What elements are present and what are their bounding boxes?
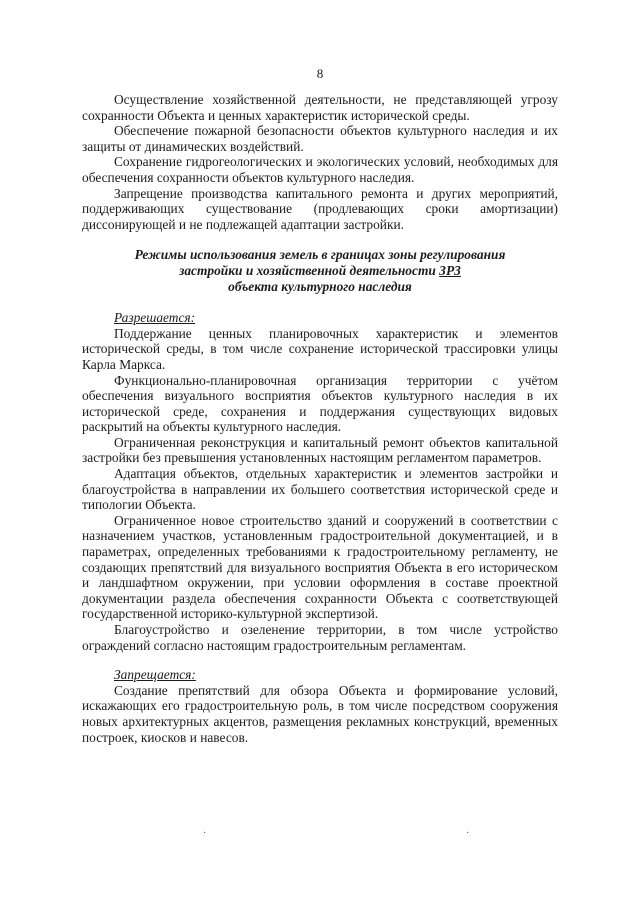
allowed-paragraph: Ограниченное новое строительство зданий и сооружений в соответствии с назначением участков, установленным градостроительной документацией, и в параметрах, определенных требованиями к градостроительному регламенту, не создающих препятствий для визуального восприятия Объекта в его историческом и ландшафтном окружении, при условии оформления в составе проектной документации раздела обеспечения сохранности Объекта с соответствующей государственной историко-культурной экспертизой. bbox=[82, 512, 558, 622]
allowed-paragraph: Поддержание ценных планировочных характеристик и элементов исторической среды, в том числе сохранение исторической трассировки улицы Карла Маркса. bbox=[82, 325, 558, 372]
scan-artifact: · bbox=[203, 828, 207, 839]
paragraph: Обеспечение пожарной безопасности объектов культурного наследия и их защиты от динамических воздействий. bbox=[82, 123, 558, 154]
forbidden-label: Запрещается: bbox=[114, 667, 196, 683]
section-heading-line-2-text: застройки и хозяйственной деятельности bbox=[179, 262, 440, 278]
allowed-label: Разрешается: bbox=[114, 310, 196, 326]
section-heading-line-1: Режимы использования земель в границах зоны регулирования bbox=[134, 247, 506, 263]
section-heading-line-3: объекта культурного наследия bbox=[228, 278, 412, 294]
page-number: 8 bbox=[316, 66, 324, 81]
allowed-paragraph: Функционально-планировочная организация территории с учётом обеспечения визуального восприятия объектов культурного наследия в их исторической среде, сохранения и поддержания существующих видовых раскрытий на объекты культурного наследия. bbox=[82, 372, 558, 435]
scan-artifact: · bbox=[466, 828, 470, 839]
allowed-paragraph: Адаптация объектов, отдельных характеристик и элементов застройки и благоустройства в направлении их большего соответствия исторической среде и типологии Объекта. bbox=[82, 466, 558, 513]
section-heading bbox=[82, 247, 558, 294]
paragraph: Сохранение гидрогеологических и экологических условий, необходимых для обеспечения сохранности объектов культурного наследия. bbox=[82, 154, 558, 185]
document-body bbox=[82, 92, 558, 745]
section-heading-line-2 bbox=[82, 263, 558, 279]
forbidden-paragraph: Создание препятствий для обзора Объекта и формирование условий, искажающих его градостроительную роль, в том числе посредством сооружения новых архитектурных акцентов, размещения рекламных конструкций, временных построек, киосков и навесов. bbox=[82, 682, 558, 745]
paragraph: Осуществление хозяйственной деятельности, не представляющей угрозу сохранности Объекта и ценных характеристик исторической среды. bbox=[82, 92, 558, 123]
zone-code: ЗР3 bbox=[439, 262, 461, 278]
allowed-paragraph: Ограниченная реконструкция и капитальный ремонт объектов капитальной застройки без превышения установленных настоящим регламентом параметров. bbox=[82, 434, 558, 466]
paragraph: Запрещение производства капитального ремонта и других мероприятий, поддерживающих существование (продлевающих сроки амортизации) диссонирующей и не подлежащей адаптации застройки. bbox=[82, 185, 558, 232]
allowed-paragraph: Благоустройство и озеленение территории, в том числе устройство ограждений согласно настоящим градостроительным регламентам. bbox=[82, 622, 558, 653]
